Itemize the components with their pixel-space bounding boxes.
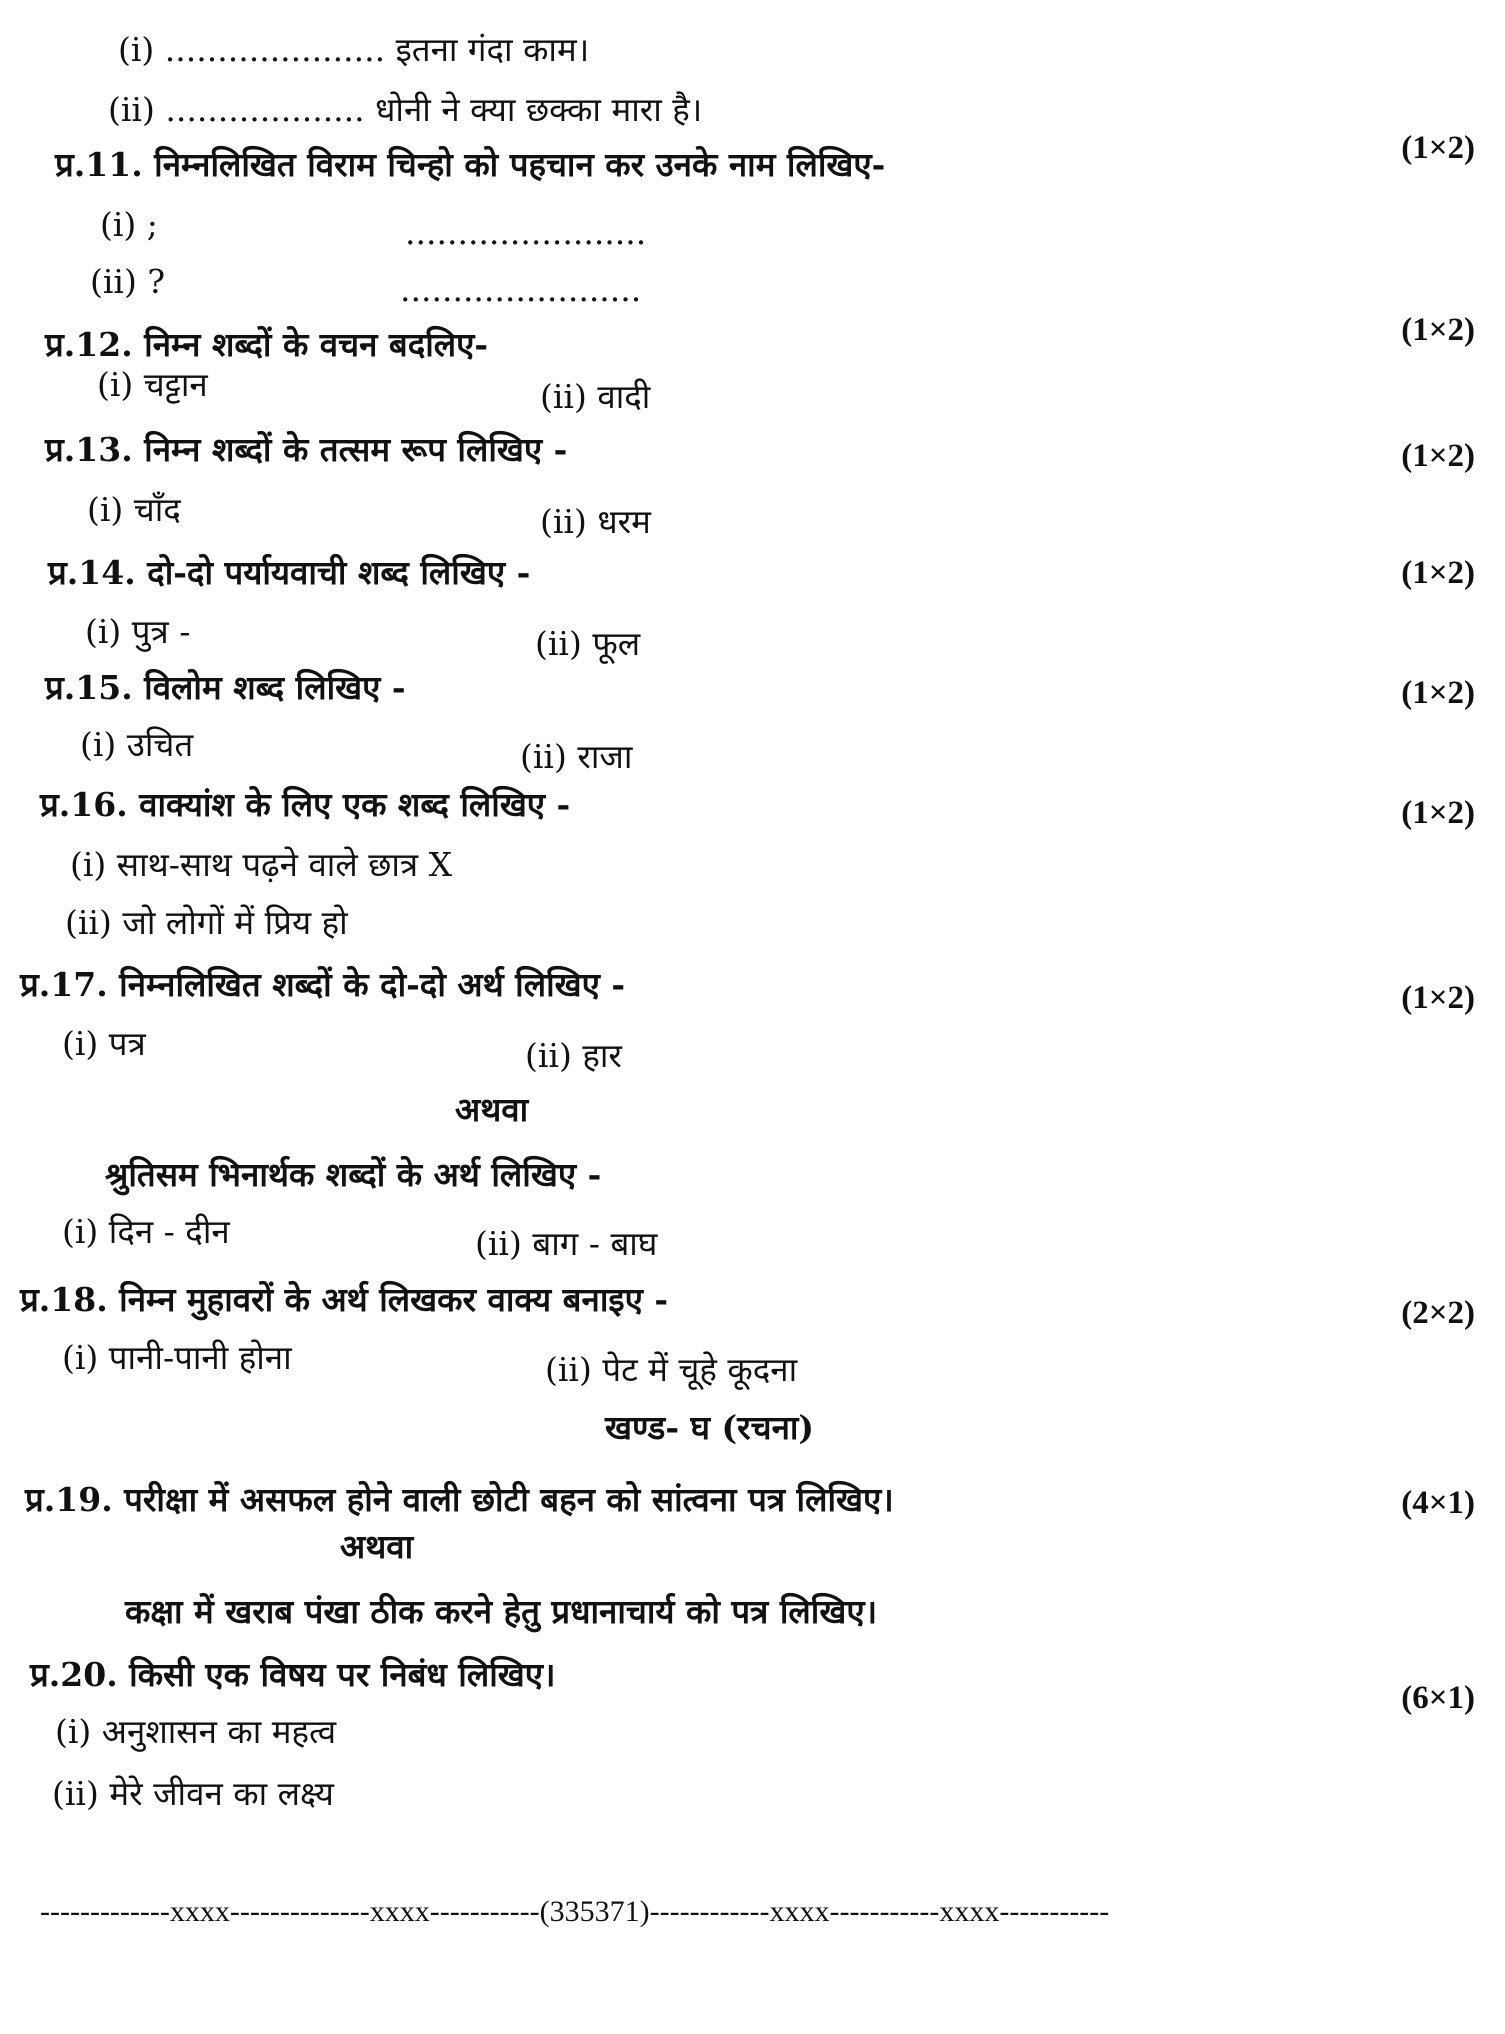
answer-item-right: (ii) फूल (535, 624, 641, 663)
answer-item: (ii) मेरे जीवन का लक्ष्य (52, 1774, 334, 1813)
question-line: प्र.17. निम्नलिखित शब्दों के दो-दो अर्थ लिखिए - (20, 965, 626, 1004)
question-line: प्र.12. निम्न शब्दों के वचन बदलिए- (45, 325, 489, 364)
footer-code-line: -------------xxxx--------------xxxx-----------(335371)------------xxxx-----------xxxx----------- (40, 1895, 1110, 1928)
answer-item: (i) पानी-पानी होना (62, 1338, 292, 1377)
answer-item: (i) अनुशासन का महत्व (55, 1712, 337, 1751)
marks-label: (1×2) (1401, 795, 1475, 831)
question-line: श्रुतिसम भिनार्थक शब्दों के अर्थ लिखिए - (105, 1155, 602, 1194)
question-line: प्र.19. परीक्षा में असफल होने वाली छोटी बहन को सांत्वना पत्र लिखिए। (25, 1480, 894, 1519)
marks-label: (1×2) (1401, 555, 1475, 591)
answer-item: (i) उचित (80, 725, 194, 764)
answer-item-right: (ii) वादी (540, 377, 651, 416)
question-line: प्र.13. निम्न शब्दों के तत्सम रूप लिखिए - (45, 430, 568, 469)
marks-label: (1×2) (1401, 438, 1475, 474)
answer-item: (i) ..................... इतना गंदा काम। (118, 30, 590, 69)
question-line: प्र.11. निम्नलिखित विराम चिन्हो को पहचान कर उनके नाम लिखिए- (55, 145, 886, 184)
answer-item: (ii) ? (90, 262, 166, 301)
question-line: प्र.15. विलोम शब्द लिखिए - (45, 668, 406, 707)
answer-item: (ii) जो लोगों में प्रिय हो (65, 903, 348, 942)
answer-item: (i) चाँद (87, 490, 181, 529)
answer-item: (i) ; (100, 205, 158, 244)
question-line: प्र.14. दो-दो पर्यायवाची शब्द लिखिए - (48, 553, 531, 592)
question-line: प्र.16. वाक्यांश के लिए एक शब्द लिखिए - (40, 785, 571, 824)
answer-item: (i) चट्टान (97, 365, 208, 404)
answer-item-right: ....................... (400, 270, 642, 309)
answer-item: (i) पुत्र - (85, 612, 191, 651)
marks-label: (1×2) (1401, 312, 1475, 348)
marks-label: (6×1) (1401, 1680, 1475, 1716)
question-line: अथवा (455, 1090, 529, 1129)
answer-item: (i) पत्र (62, 1024, 146, 1063)
answer-item-right: (ii) राजा (520, 737, 633, 776)
answer-item: (ii) ................... धोनी ने क्या छक्का मारा है। (108, 90, 703, 129)
marks-label: (1×2) (1401, 130, 1475, 166)
answer-item-right: ....................... (405, 213, 647, 252)
answer-item-right: (ii) पेट में चूहे कूदना (545, 1350, 798, 1389)
marks-label: (1×2) (1401, 675, 1475, 711)
answer-item-right: (ii) बाग - बाघ (475, 1224, 658, 1263)
answer-item: (i) दिन - दीन (62, 1212, 230, 1251)
question-line: कक्षा में खराब पंखा ठीक करने हेतु प्रधानाचार्य को पत्र लिखिए। (125, 1592, 878, 1631)
question-line: प्र.18. निम्न मुहावरों के अर्थ लिखकर वाक्य बनाइए - (20, 1280, 669, 1319)
answer-item: (i) साथ-साथ पढ़ने वाले छात्र X (70, 845, 453, 884)
answer-item-right: (ii) धरम (540, 502, 651, 541)
question-line: अथवा (340, 1527, 414, 1566)
marks-label: (2×2) (1401, 1295, 1475, 1331)
marks-label: (1×2) (1401, 980, 1475, 1016)
answer-item-right: (ii) हार (525, 1036, 622, 1075)
question-line: खण्ड- घ (रचना) (605, 1408, 815, 1447)
marks-label: (4×1) (1401, 1485, 1475, 1521)
question-line: प्र.20. किसी एक विषय पर निबंध लिखिए। (30, 1655, 556, 1694)
